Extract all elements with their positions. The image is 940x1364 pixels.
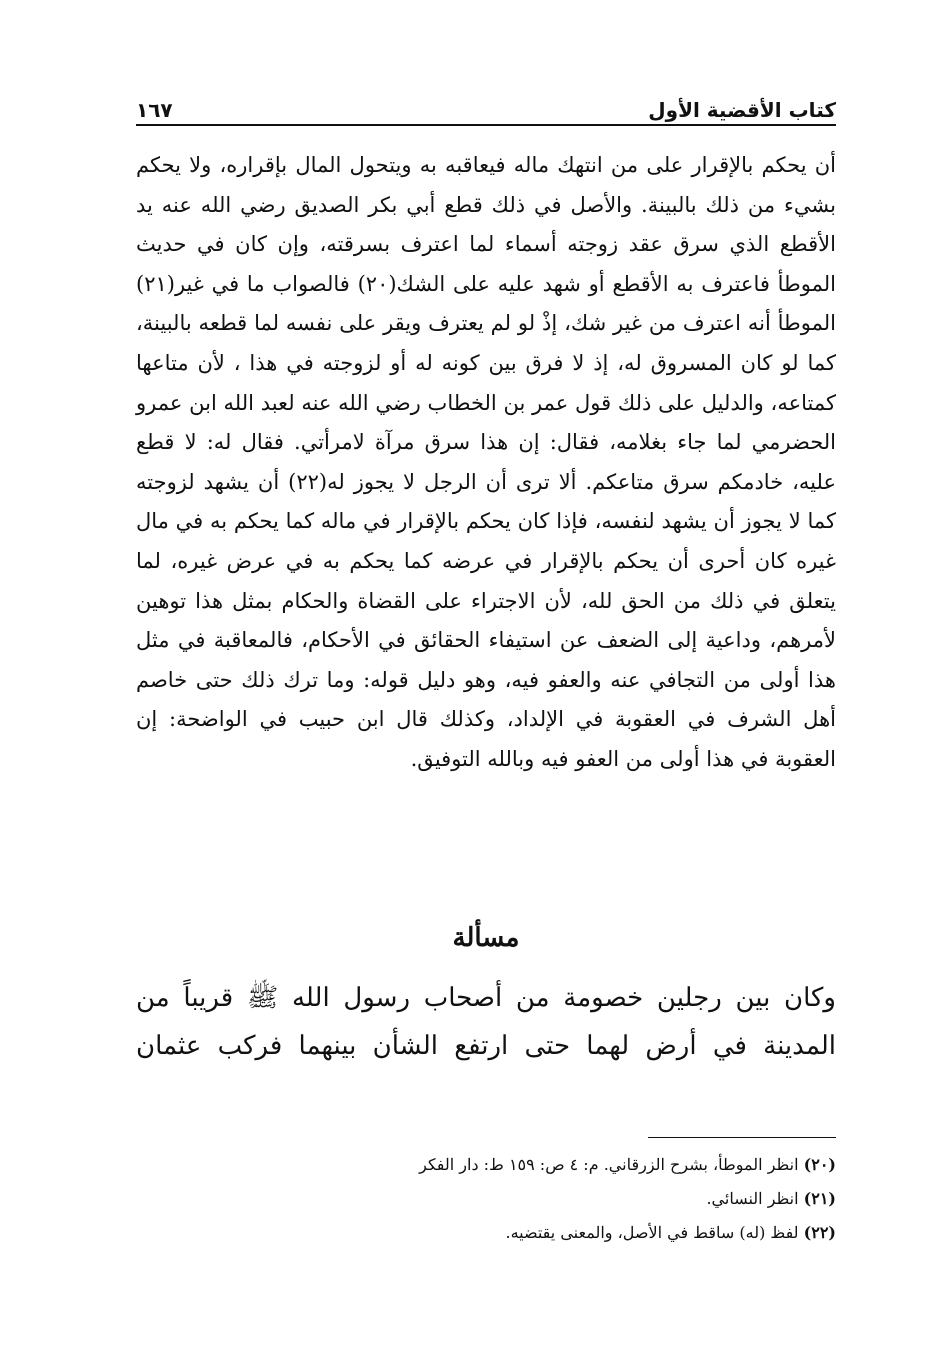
body-paragraph-2: وكان بين رجلين خصومة من أصحاب رسول الله ﷺ قريباً من المدينة في أرض لهما حتى ارتفع الشأن بينهما فركب عثمان xyxy=(136,983,836,1061)
footnote-number: (٢١) xyxy=(803,1189,836,1208)
running-header xyxy=(136,88,836,120)
footnote-text: انظر الموطأ، بشرح الزرقاني. م: ٤ ص: ١٥٩ ط: دار الفكر xyxy=(419,1155,799,1174)
header-divider xyxy=(136,124,836,126)
footnote-number: (٢٠) xyxy=(803,1155,836,1174)
page-number: ١٦٧ xyxy=(136,98,173,122)
footnote-divider xyxy=(648,1137,836,1138)
footnotes-list xyxy=(136,1148,836,1250)
footnote-item xyxy=(136,1148,836,1182)
footnote-text: انظر النسائي. xyxy=(706,1189,799,1208)
footnote-item xyxy=(136,1182,836,1216)
body-paragraph-1: أن يحكم بالإقرار على من انتهك ماله فيعاقبه به ويتحول المال بإقراره، ولا يحكم بشيء من ذلك بالبينة. والأصل في ذلك قطع أبي بكر الصديق رضي الله عنه يد الأقطع الذي سرق عقد زوجته أسماء لما اعترف بسرقته، وإن كان في حديث الموطأ فاعترف به الأقطع أو شهد عليه على الشك(٢٠) فالصواب ما في غير(٢١) الموطأ أنه اعترف من غير شك، إذْ لو لم يعترف ويقر على نفسه لما قطعه بالبينة، كما لو كان المسروق له، إذ لا فرق بين كونه له أو لزوجته في هذا ، لأن متاعها كمتاعه، والدليل على ذلك قول عمر بن الخطاب رضي الله عنه لعبد الله ابن عمرو الحضرمي لما جاء بغلامه، فقال: إن هذا سرق مرآة لامرأتي. فقال له: لا قطع عليه، خادمكم سرق متاعكم. ألا ترى أن الرجل لا يجوز له(٢٢) أن يشهد لزوجته كما لا يجوز أن يشهد لنفسه، فإذا كان يحكم بالإقرار في ماله كما يحكم به في مال غيره كان أحرى أن يحكم بالإقرار في عرضه كما يحكم به في عرض غيره، لما يتعلق في ذلك من الحق لله، لأن الاجتراء على القضاة والحكام بمثل هذا توهين لأمرهم، وداعية إلى الضعف عن استيفاء الحقائق في الأحكام، فالمعاقبة في مثل هذا أولى من التجافي عنه والعفو فيه، وهو دليل قوله: وما ترك ذلك حتى خاصم أهل الشرف في العقوبة في الإلداد، وكذلك قال ابن حبيب في الواضحة: إن العقوبة في هذا أولى من العفو فيه وبالله التوفيق. xyxy=(136,153,836,771)
footnote-number: (٢٢) xyxy=(803,1223,836,1242)
header-title: كتاب الأقضية الأول xyxy=(648,98,836,122)
footnote-item xyxy=(136,1216,836,1250)
section-heading: مسألة xyxy=(452,923,520,953)
footnote-text: لفظ (له) ساقط في الأصل، والمعنى يقتضيه. xyxy=(505,1223,799,1242)
